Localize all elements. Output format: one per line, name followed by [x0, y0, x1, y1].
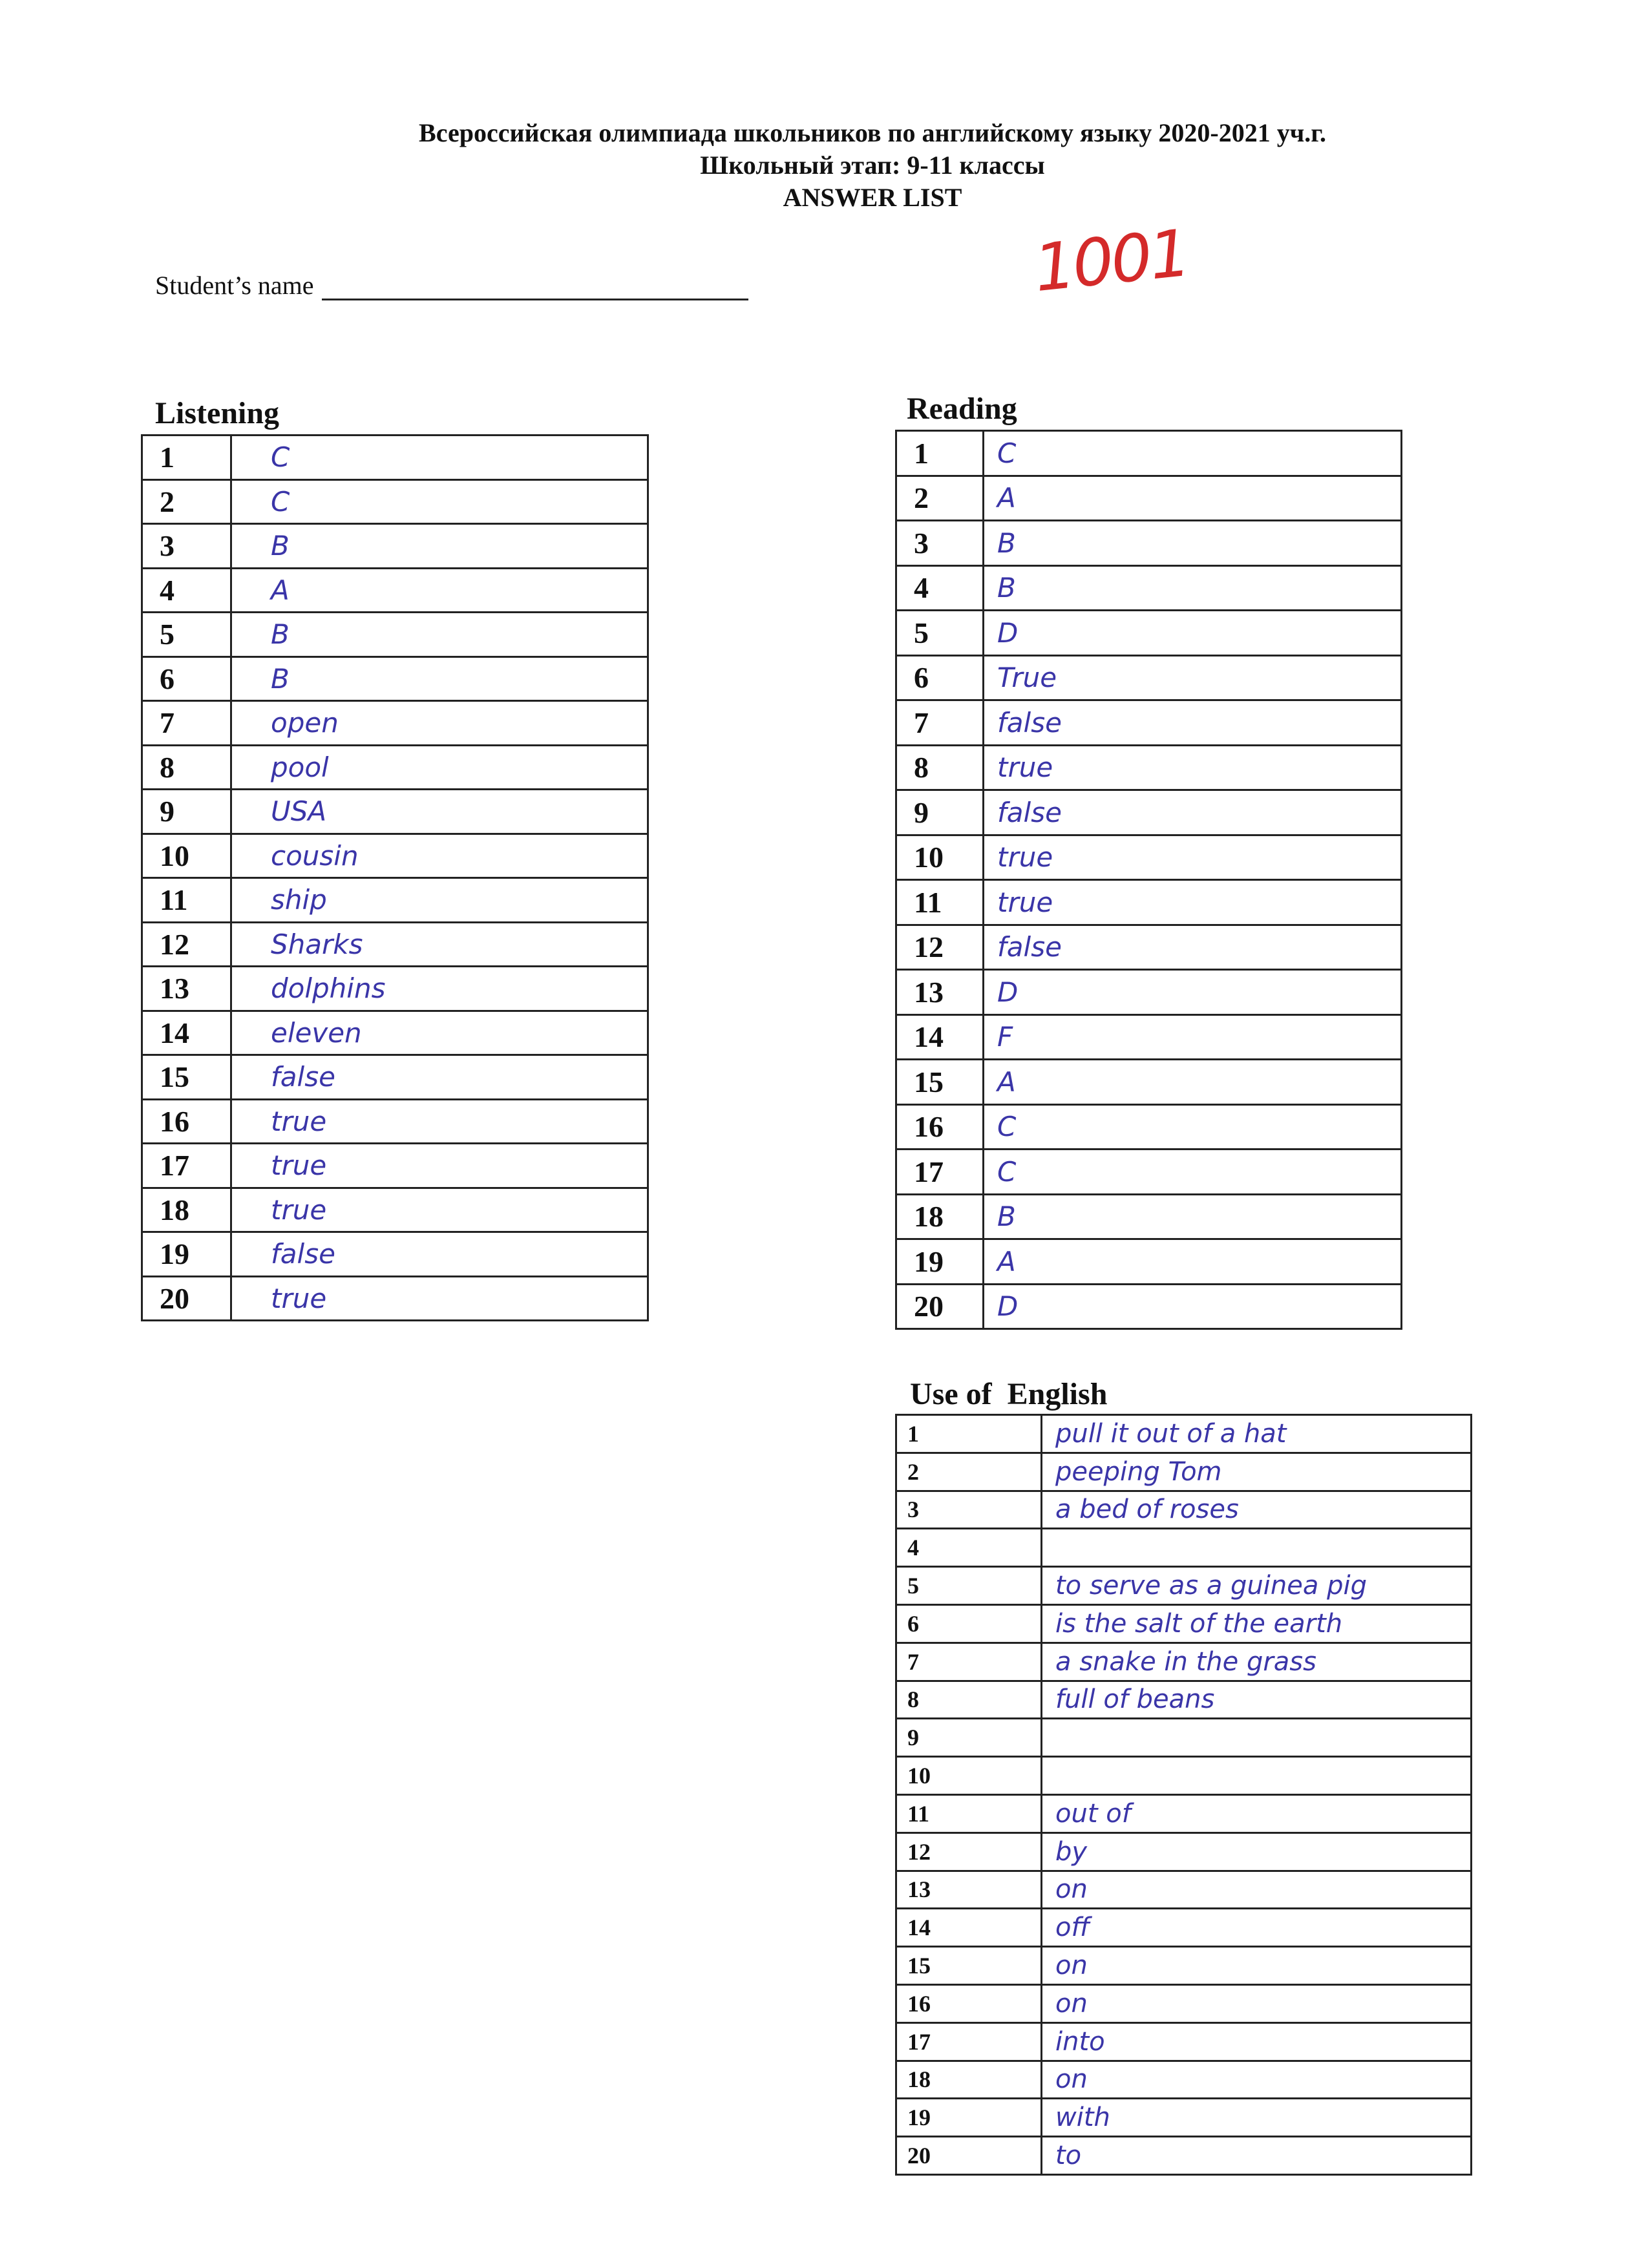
answer-row [142, 1232, 648, 1277]
answer-cell[interactable]: out of [1042, 1794, 1472, 1832]
answer-cell[interactable]: by [1042, 1832, 1472, 1871]
question-number: 6 [896, 1604, 1042, 1643]
answer-cell[interactable]: with [1042, 2099, 1472, 2137]
answer-row [896, 2061, 1472, 2099]
question-number: 17 [896, 2022, 1042, 2061]
answer-cell[interactable]: true [984, 835, 1402, 880]
question-number: 18 [142, 1188, 231, 1232]
answer-row [896, 2137, 1472, 2175]
question-number: 1 [896, 1415, 1042, 1453]
answer-cell[interactable]: A [984, 1239, 1402, 1285]
question-number: 5 [142, 613, 231, 657]
answer-cell[interactable]: D [984, 1284, 1402, 1329]
answer-row [142, 1188, 648, 1232]
reading-answer-table [895, 430, 1402, 1330]
question-number: 2 [142, 479, 231, 524]
answer-row [896, 1491, 1472, 1529]
answer-cell[interactable] [1042, 1719, 1472, 1757]
answer-cell[interactable]: B [984, 1194, 1402, 1239]
question-number: 7 [142, 701, 231, 746]
answer-cell[interactable]: false [231, 1055, 648, 1100]
answer-cell[interactable]: B [231, 613, 648, 657]
answer-row [896, 925, 1402, 970]
answer-row [142, 1099, 648, 1144]
answer-row [896, 1757, 1472, 1795]
answer-row [142, 790, 648, 834]
question-number: 4 [896, 1529, 1042, 1567]
answer-row [896, 835, 1402, 880]
question-number: 4 [142, 568, 231, 613]
answer-cell[interactable]: B [984, 565, 1402, 611]
answer-row [142, 745, 648, 790]
answer-row [896, 476, 1402, 521]
answer-row [142, 1011, 648, 1055]
question-number: 8 [896, 745, 984, 790]
answer-cell[interactable]: on [1042, 1947, 1472, 1985]
student-name-blank-line[interactable] [322, 274, 748, 300]
answer-row [142, 1276, 648, 1321]
answer-row [896, 970, 1402, 1015]
question-number: 8 [896, 1681, 1042, 1719]
answer-row [896, 1060, 1402, 1105]
answer-cell[interactable]: on [1042, 2061, 1472, 2099]
answer-cell[interactable]: USA [231, 790, 648, 834]
answer-cell[interactable]: off [1042, 1909, 1472, 1947]
answer-cell[interactable]: true [231, 1188, 648, 1232]
question-number: 20 [896, 2137, 1042, 2175]
answer-cell[interactable]: C [231, 479, 648, 524]
answer-row [142, 878, 648, 923]
question-number: 14 [896, 1014, 984, 1060]
answer-cell[interactable]: C [231, 436, 648, 480]
answer-row [896, 1453, 1472, 1491]
answer-cell[interactable]: false [231, 1232, 648, 1277]
question-number: 17 [142, 1144, 231, 1188]
question-number: 6 [142, 656, 231, 701]
question-number: 1 [142, 436, 231, 480]
answer-row [896, 1984, 1472, 2022]
answer-row [896, 611, 1402, 656]
answer-row [142, 656, 648, 701]
question-number: 7 [896, 1643, 1042, 1681]
question-number: 10 [896, 835, 984, 880]
answer-cell[interactable]: true [231, 1276, 648, 1321]
question-number: 16 [896, 1104, 984, 1150]
question-number: 5 [896, 1567, 1042, 1605]
answer-row [142, 524, 648, 569]
question-number: 18 [896, 2061, 1042, 2099]
answer-cell[interactable]: dolphins [231, 967, 648, 1011]
answer-cell[interactable]: B [231, 656, 648, 701]
question-number: 17 [896, 1150, 984, 1195]
answer-cell[interactable]: false [984, 925, 1402, 970]
answer-cell[interactable]: peeping Tom [1042, 1453, 1472, 1491]
answer-row [896, 1239, 1402, 1285]
answer-cell[interactable]: true [984, 880, 1402, 925]
answer-cell[interactable]: false [984, 790, 1402, 835]
question-number: 10 [896, 1757, 1042, 1795]
answer-cell[interactable]: a bed of roses [1042, 1491, 1472, 1529]
question-number: 2 [896, 476, 984, 521]
answer-row [896, 1681, 1472, 1719]
question-number: 8 [142, 745, 231, 790]
question-number: 16 [142, 1099, 231, 1144]
use-of-english-answer-table [895, 1414, 1472, 2176]
answer-row [896, 1604, 1472, 1643]
answer-row [896, 1150, 1402, 1195]
answer-row [896, 1194, 1402, 1239]
answer-row [142, 922, 648, 967]
answer-row [896, 1947, 1472, 1985]
question-number: 16 [896, 1984, 1042, 2022]
answer-row [142, 436, 648, 480]
question-number: 19 [896, 2099, 1042, 2137]
answer-row [896, 521, 1402, 566]
question-number: 9 [896, 790, 984, 835]
answer-row [896, 880, 1402, 925]
answer-row [142, 967, 648, 1011]
question-number: 11 [896, 880, 984, 925]
answer-cell[interactable] [1042, 1529, 1472, 1567]
student-name-field [155, 270, 748, 300]
answer-cell[interactable]: false [984, 700, 1402, 746]
answer-cell[interactable]: to [1042, 2137, 1472, 2175]
answer-cell[interactable]: D [984, 611, 1402, 656]
use-of-english-title: Use of English [910, 1377, 1108, 1411]
question-number: 5 [896, 611, 984, 656]
answer-cell[interactable]: is the salt of the earth [1042, 1604, 1472, 1643]
answer-cell[interactable]: to serve as a guinea pig [1042, 1567, 1472, 1605]
question-number: 15 [896, 1947, 1042, 1985]
question-number: 3 [142, 524, 231, 569]
question-number: 2 [896, 1453, 1042, 1491]
answer-cell[interactable]: true [984, 745, 1402, 790]
question-number: 7 [896, 700, 984, 746]
answer-row [896, 1832, 1472, 1871]
answer-cell[interactable]: D [984, 970, 1402, 1015]
answer-row [896, 1643, 1472, 1681]
answer-row [896, 1871, 1472, 1909]
answer-cell[interactable]: pull it out of a hat [1042, 1415, 1472, 1453]
answer-row [142, 1144, 648, 1188]
answer-cell[interactable]: True [984, 655, 1402, 700]
question-number: 12 [896, 1832, 1042, 1871]
answer-cell[interactable]: Sharks [231, 922, 648, 967]
answer-cell[interactable]: into [1042, 2022, 1472, 2061]
answer-row [896, 655, 1402, 700]
question-number: 19 [142, 1232, 231, 1277]
listening-answer-table [141, 434, 649, 1321]
answer-row [896, 1909, 1472, 1947]
answer-row [896, 1014, 1402, 1060]
question-number: 13 [142, 967, 231, 1011]
answer-row [896, 700, 1402, 746]
answer-row [142, 701, 648, 746]
question-number: 20 [896, 1284, 984, 1329]
answer-cell[interactable]: B [231, 524, 648, 569]
answer-row [896, 1284, 1402, 1329]
answer-cell[interactable] [1042, 1757, 1472, 1795]
answer-cell[interactable]: eleven [231, 1011, 648, 1055]
answer-cell[interactable]: ship [231, 878, 648, 923]
question-number: 11 [142, 878, 231, 923]
answer-row [142, 1055, 648, 1100]
stage-subtitle: Школьный этап: 9-11 классы [700, 151, 1045, 180]
question-number: 11 [896, 1794, 1042, 1832]
question-number: 18 [896, 1194, 984, 1239]
answer-row [896, 1794, 1472, 1832]
answer-row [142, 568, 648, 613]
answer-cell[interactable]: full of beans [1042, 1681, 1472, 1719]
question-number: 13 [896, 970, 984, 1015]
answer-row [896, 1567, 1472, 1605]
answer-cell[interactable]: true [231, 1144, 648, 1188]
answer-row [896, 745, 1402, 790]
question-number: 20 [142, 1276, 231, 1321]
answer-cell[interactable]: C [984, 1150, 1402, 1195]
student-name-label: Student’s name [155, 271, 314, 300]
answer-cell[interactable]: A [984, 476, 1402, 521]
question-number: 1 [896, 431, 984, 476]
answer-cell[interactable]: on [1042, 1984, 1472, 2022]
answer-row [896, 1529, 1472, 1567]
question-number: 3 [896, 521, 984, 566]
question-number: 6 [896, 655, 984, 700]
answer-row [896, 790, 1402, 835]
answer-row [896, 2099, 1472, 2137]
answer-row [142, 479, 648, 524]
answer-row [142, 834, 648, 878]
answer-cell[interactable]: B [984, 521, 1402, 566]
answer-list-heading: ANSWER LIST [783, 183, 962, 212]
question-number: 4 [896, 565, 984, 611]
question-number: 10 [142, 834, 231, 878]
question-number: 9 [896, 1719, 1042, 1757]
answer-cell[interactable]: pool [231, 745, 648, 790]
answer-cell[interactable]: true [231, 1099, 648, 1144]
student-code-handwritten: 1001 [1030, 215, 1192, 307]
reading-title: Reading [907, 392, 1017, 426]
answer-row [896, 431, 1402, 476]
question-number: 12 [896, 925, 984, 970]
olympiad-title: Всероссийская олимпиада школьников по английскому языку 2020-2021 уч.г. [419, 118, 1326, 147]
listening-title: Listening [155, 396, 280, 430]
question-number: 14 [896, 1909, 1042, 1947]
answer-cell[interactable]: open [231, 701, 648, 746]
question-number: 12 [142, 922, 231, 967]
answer-row [896, 1415, 1472, 1453]
answer-cell[interactable]: A [231, 568, 648, 613]
question-number: 14 [142, 1011, 231, 1055]
question-number: 9 [142, 790, 231, 834]
answer-row [896, 1104, 1402, 1150]
question-number: 19 [896, 1239, 984, 1285]
question-number: 3 [896, 1491, 1042, 1529]
answer-row [896, 2022, 1472, 2061]
answer-cell[interactable]: a snake in the grass [1042, 1643, 1472, 1681]
answer-cell[interactable]: cousin [231, 834, 648, 878]
answer-cell[interactable]: F [984, 1014, 1402, 1060]
answer-cell[interactable]: C [984, 431, 1402, 476]
answer-cell[interactable]: C [984, 1104, 1402, 1150]
answer-cell[interactable]: on [1042, 1871, 1472, 1909]
question-number: 15 [896, 1060, 984, 1105]
answer-row [896, 1719, 1472, 1757]
question-number: 13 [896, 1871, 1042, 1909]
answer-row [896, 565, 1402, 611]
answer-cell[interactable]: A [984, 1060, 1402, 1105]
answer-row [142, 613, 648, 657]
question-number: 15 [142, 1055, 231, 1100]
